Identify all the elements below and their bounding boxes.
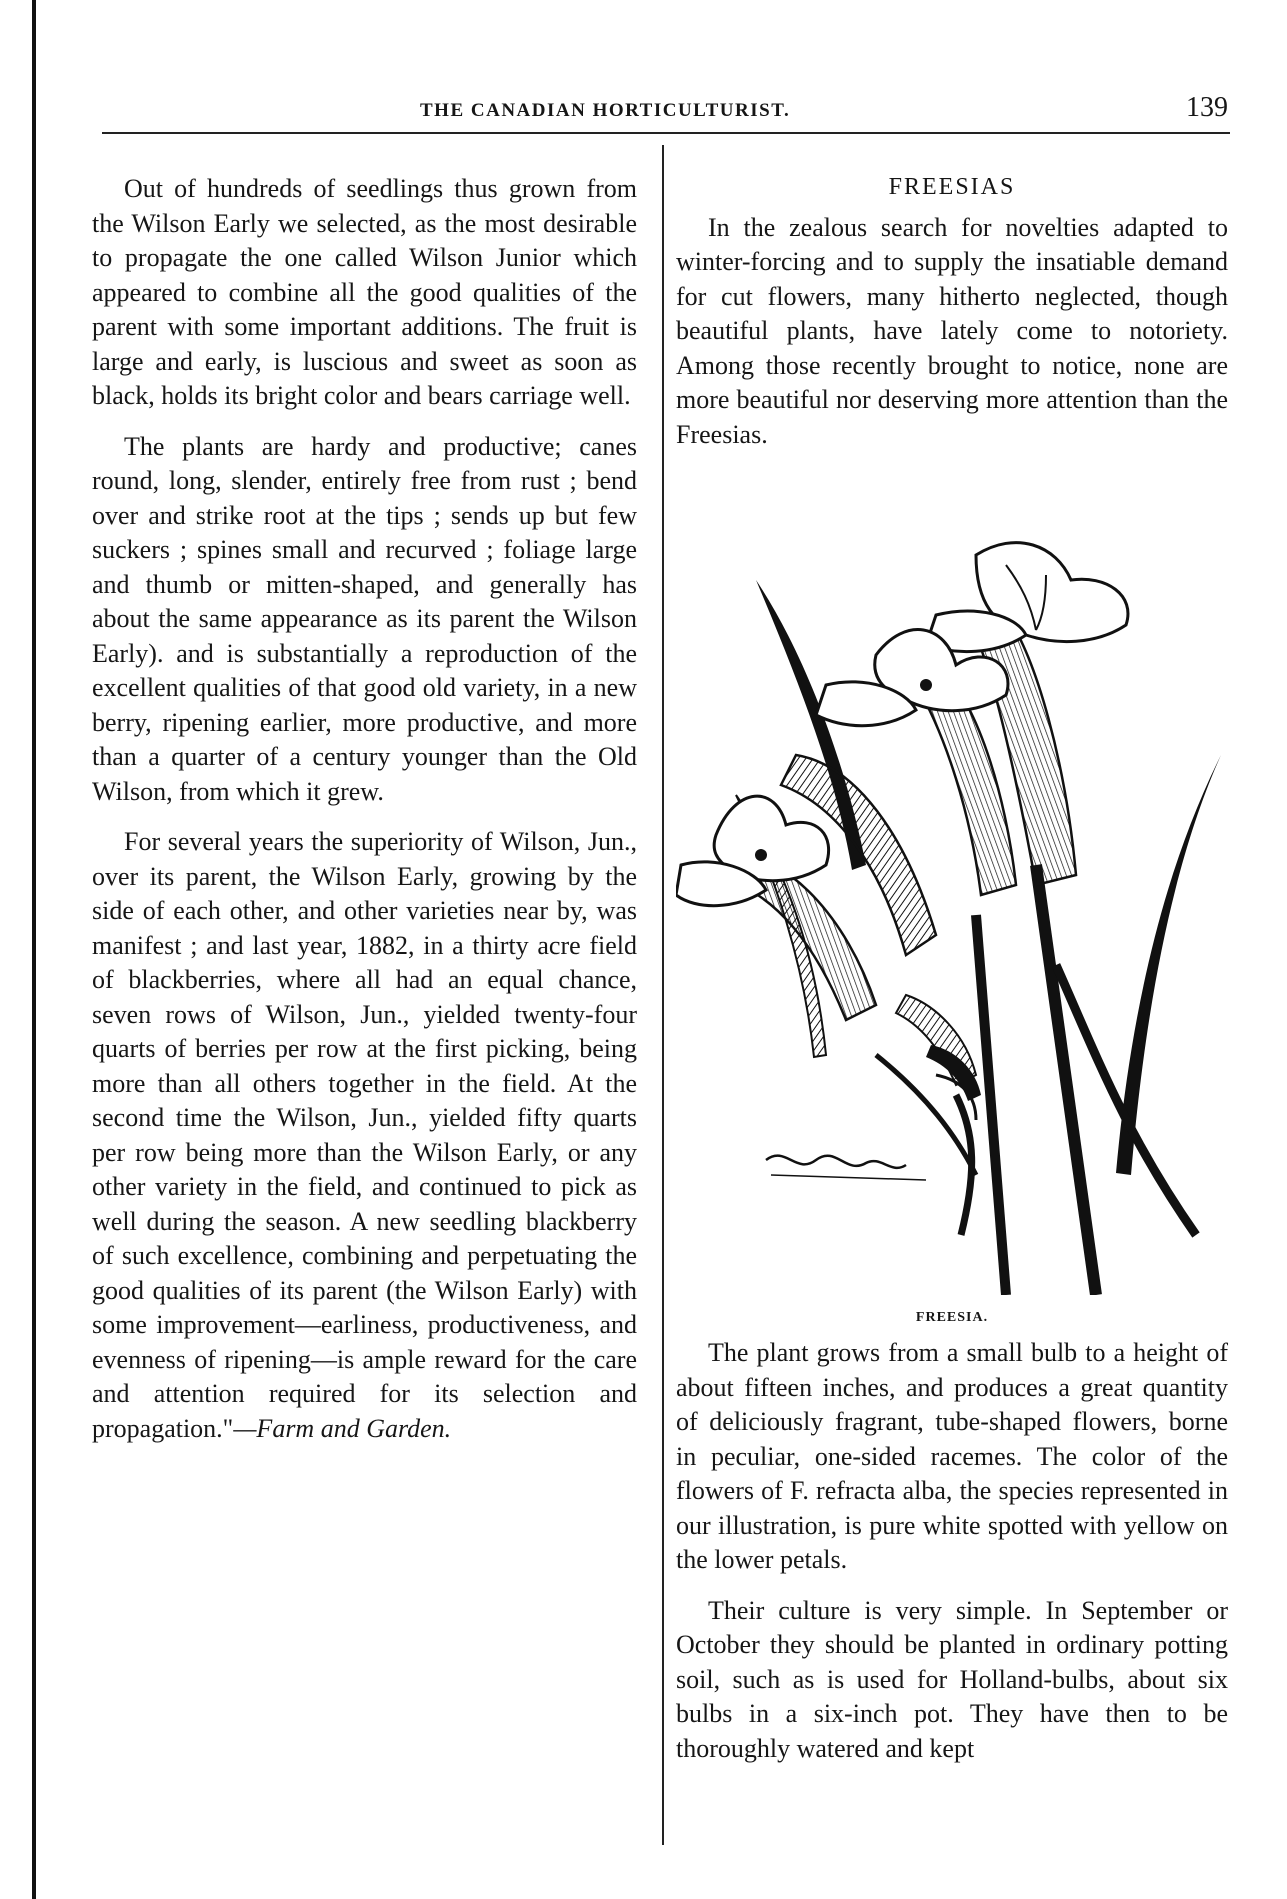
header-rule (102, 132, 1230, 134)
figure-caption: FREESIA. (915, 1310, 989, 1325)
paragraph-text: For several years the superiority of Wilson, Jun., over its parent, the Wilson Early, growing by the side of each other, and other varieties near by, was manifest ; and last year, 1882, in a thirty acre field of blackberries, where all had an equal chance, seven rows of Wilson, Jun., yielded twenty-four quarts of berries per row at the first picking, being more than all others together in the field. At the second time the Wilson, Jun., yielded fifty quarts per row being more than the Wilson Early, or any other variety in the field, and continued to pick as well during the season. A new seedling blackberry of such excellence, combining and perpetuating the good qualities of its parent (the Wilson Early) with some improvement—earliness, productiveness, and evenness of ripening—is ample reward for the care and attention required for its selection and propagation." (92, 827, 637, 1443)
paragraph: Out of hundreds of seedlings thus grown from the Wilson Early we selected, as the most desirable to propagate the one called Wilson Junior which appeared to combine all the good qualities of the parent with some important additions. The fruit is large and early, is luscious and sweet as soon as black, holds its bright color and bears carriage well. (92, 174, 637, 410)
paragraph: The plant grows from a small bulb to a height of about fifteen inches, and produces a great quantity of deliciously fragrant, tube-shaped flowers, borne in peculiar, one-sided racemes. The color of the flowers of F. refracta alba, the species represented in our illustration, is pure white spotted with yellow on the lower petals. (676, 1338, 1228, 1574)
freesia-illustration (676, 535, 1228, 1315)
right-column-bottom (676, 1336, 1228, 1766)
paragraph (92, 825, 637, 1446)
page-number: 139 (1186, 92, 1228, 123)
paragraph: The plants are hardy and productive; canes round, long, slender, entirely free from rust ; bend over and strike root at the tips ; sends up but few suckers ; spines small and recurved ; foliage large and thumb or mitten-shaped, and generally has about the same appearance as its parent the Wilson Early). and is substantially a reproduction of the excellent qualities of that good old variety, in a new berry, ripening earlier, more productive, and more than a quarter of a century younger than the Old Wilson, from which it grew. (92, 431, 637, 806)
paragraph: Their culture is very simple. In September or October they should be planted in ordinary potting soil, such as is used for Holland-bulbs, about six bulbs in a six-inch pot. They have then to be thoroughly watered and kept (676, 1595, 1228, 1763)
column-divider (662, 145, 664, 1845)
page-header (100, 92, 1228, 132)
page-edge-rule (32, 0, 36, 1899)
paragraph: In the zealous search for novelties adapted to winter-forcing and to supply the insatiable demand for cut flowers, many hitherto neglected, though beautiful plants, have lately come to notoriety. Among those recently brought to notice, none are more beautiful nor deserving more attention than the Freesias. (676, 212, 1228, 449)
section-title: FREESIAS (888, 174, 1016, 200)
running-title: THE CANADIAN HORTICULTURIST. (420, 100, 791, 121)
left-column (92, 172, 637, 1446)
right-column-top (676, 170, 1228, 452)
source-citation: —Farm and Garden. (233, 1413, 452, 1443)
freesia-engraving (676, 535, 1228, 1295)
